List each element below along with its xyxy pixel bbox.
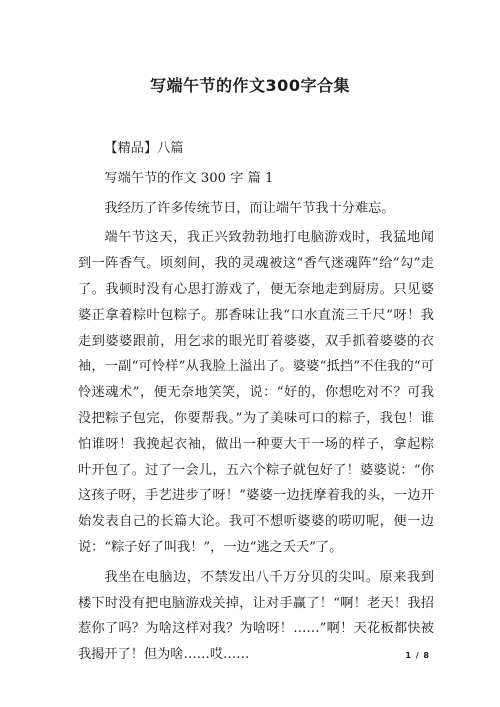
page-number: 1 / 8 <box>405 651 430 660</box>
document-body <box>78 136 434 668</box>
paragraph: 我经历了许多传统节日，而让端午节我十分难忘。 <box>104 200 395 216</box>
section-heading: 写端午节的作文 300 字 篇 1 <box>104 170 274 186</box>
paragraph: 端午节这天，我正兴致勃勃地打电脑游戏时，我猛地闻到一阵香气。顷刻间，我的灵魂被这“香气迷魂阵”给“勾”走了。我顿时没有心思打游戏了，便无奈地走到厨房。只见婆婆正拿着粽叶包粽子。那香味让我“口水直流三千尺”呀！我走到婆婆跟前，用乞求的眼光盯着婆婆，双手抓着婆婆的衣袖，一副“可怜样”从我脸上溢出了。婆婆“抵挡”不住我的“可怜迷魂术”，便无奈地笑笑，说：“好的，你想吃对不？可我没把粽子包完，你要帮我。”为了美味可口的粽子，我包！谁怕谁呀！我挽起衣袖，做出一种要大干一场的样子，拿起粽叶开包了。过了一会儿，五六个粽子就包好了！婆婆说：“你这孩子呀，手艺进步了呀！”婆婆一边抚摩着我的头，一边开始发表自己的长篇大论。我可不想听婆婆的唠叨呢，便一边说：“粽子好了叫我！”，一边“逃之夭夭”了。 <box>78 230 434 555</box>
tag-line: 【精品】八篇 <box>104 141 184 156</box>
document-title: 写端午节的作文300字合集 <box>150 76 350 95</box>
paragraph: 我坐在电脑边，不禁发出八千万分贝的尖叫。原来我到楼下时没有把电脑游戏关掉，让对手赢了！“啊！老天！我招惹你了吗？为啥这样对我？为啥呀！……”啊！天花板都快被我揭开了！但为啥……哎…… <box>78 569 434 663</box>
